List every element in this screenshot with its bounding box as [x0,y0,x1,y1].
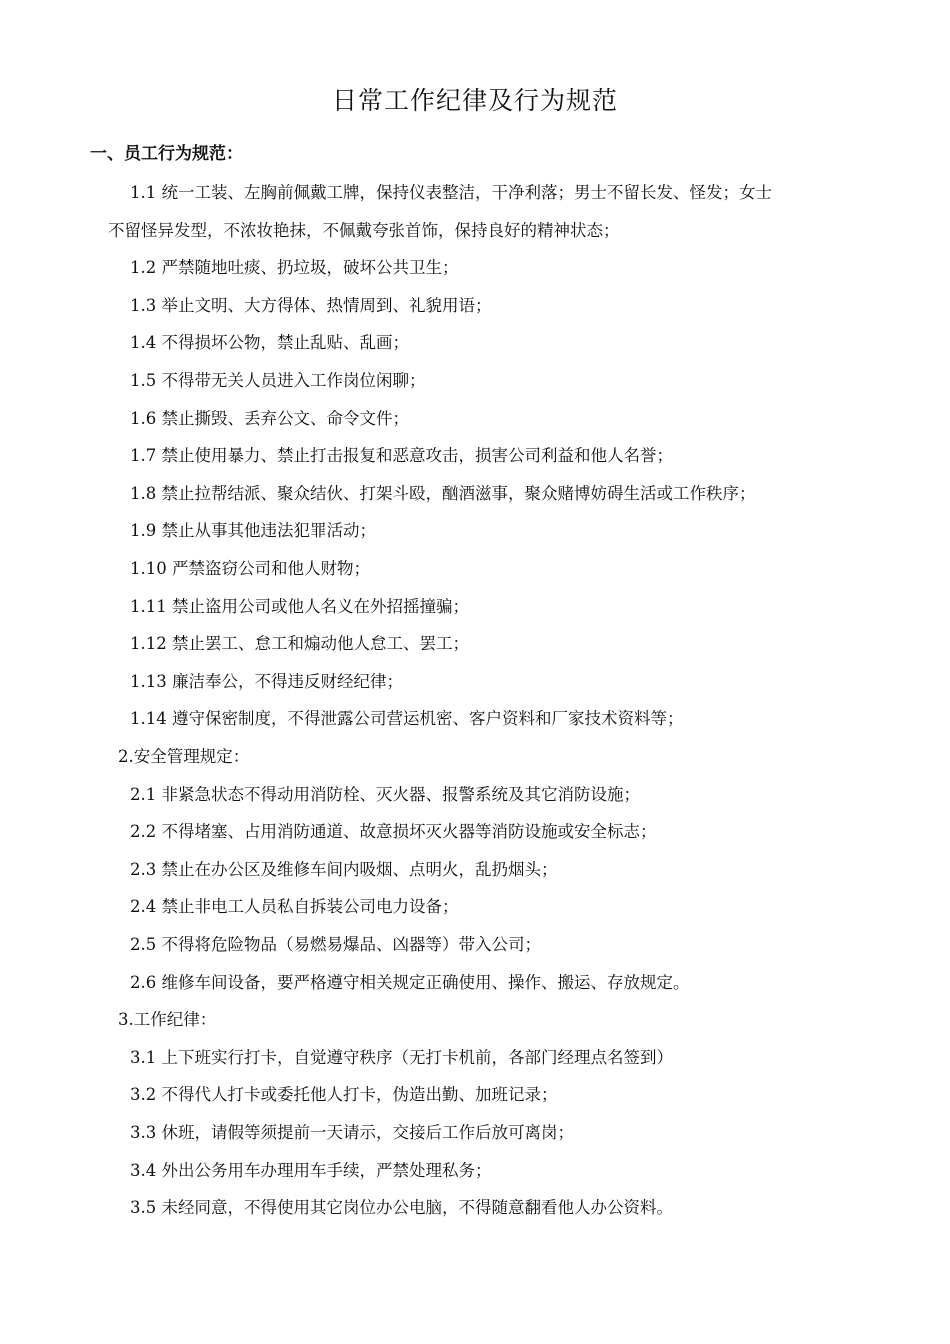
rule-line: 3.5 未经同意，不得使用其它岗位办公电脑，不得随意翻看他人办公资料。 [130,1198,673,1217]
rule-line: 2.4 禁止非电工人员私自拆装公司电力设备； [130,897,459,916]
rule-line: 2.2 不得堵塞、占用消防通道、故意损坏灭火器等消防设施或安全标志； [130,822,657,841]
rule-line: 1.13 廉洁奉公，不得违反财经纪律； [130,672,403,691]
rule-line: 2.3 禁止在办公区及维修车间内吸烟、点明火，乱扔烟头； [130,860,558,879]
rule-line: 1.12 禁止罢工、怠工和煽动他人怠工、罢工； [130,634,469,653]
subsection-heading: 2.安全管理规定： [118,747,250,766]
rule-line: 1.1 统一工装、左胸前佩戴工牌，保持仪表整洁，干净利落；男士不留长发、怪发；女士 [130,183,772,202]
rule-line: 1.11 禁止盗用公司或他人名义在外招摇撞骗； [130,597,469,616]
rule-line: 1.8 禁止拉帮结派、聚众结伙、打架斗殴，酗酒滋事，聚众赌博妨碍生活或工作秩序； [130,484,756,503]
rule-line: 2.1 非紧急状态不得动用消防栓、灭火器、报警系统及其它消防设施； [130,785,640,804]
rule-line: 3.4 外出公务用车办理用车手续，严禁处理私务； [130,1161,492,1180]
rule-line: 2.6 维修车间设备，要严格遵守相关规定正确使用、操作、搬运、存放规定。 [130,973,690,992]
rule-line: 2.5 不得将危险物品（易燃易爆品、凶器等）带入公司； [130,935,541,954]
rule-line: 3.2 不得代人打卡或委托他人打卡，伪造出勤、加班记录； [130,1085,558,1104]
rule-line: 1.9 禁止从事其他违法犯罪活动； [130,521,376,540]
rule-line: 1.10 严禁盗窃公司和他人财物； [130,559,370,578]
rule-line: 1.3 举止文明、大方得体、热情周到、礼貌用语； [130,296,492,315]
rule-line: 1.4 不得损坏公物，禁止乱贴、乱画； [130,333,409,352]
rule-line: 1.6 禁止撕毁、丢弃公文、命令文件； [130,409,409,428]
rule-line: 1.5 不得带无关人员进入工作岗位闲聊； [130,371,426,390]
rule-line: 1.2 严禁随地吐痰、扔垃圾，破坏公共卫生； [130,258,459,277]
subsection-heading: 3.工作纪律： [118,1010,217,1029]
rule-line: 不留怪异发型，不浓妆艳抹，不佩戴夸张首饰，保持良好的精神状态； [108,221,620,240]
rule-line: 1.14 遵守保密制度，不得泄露公司营运机密、客户资料和厂家技术资料等； [130,709,684,728]
section-heading: 一、员工行为规范： [90,144,243,164]
rule-line: 3.1 上下班实行打卡，自觉遵守秩序（无打卡机前，各部门经理点名签到） [130,1048,673,1067]
rule-line: 1.7 禁止使用暴力、禁止打击报复和恶意攻击，损害公司利益和他人名誉； [130,446,673,465]
page-title: 日常工作纪律及行为规范 [331,86,618,115]
rule-line: 3.3 休班，请假等须提前一天请示，交接后工作后放可离岗； [130,1123,574,1142]
